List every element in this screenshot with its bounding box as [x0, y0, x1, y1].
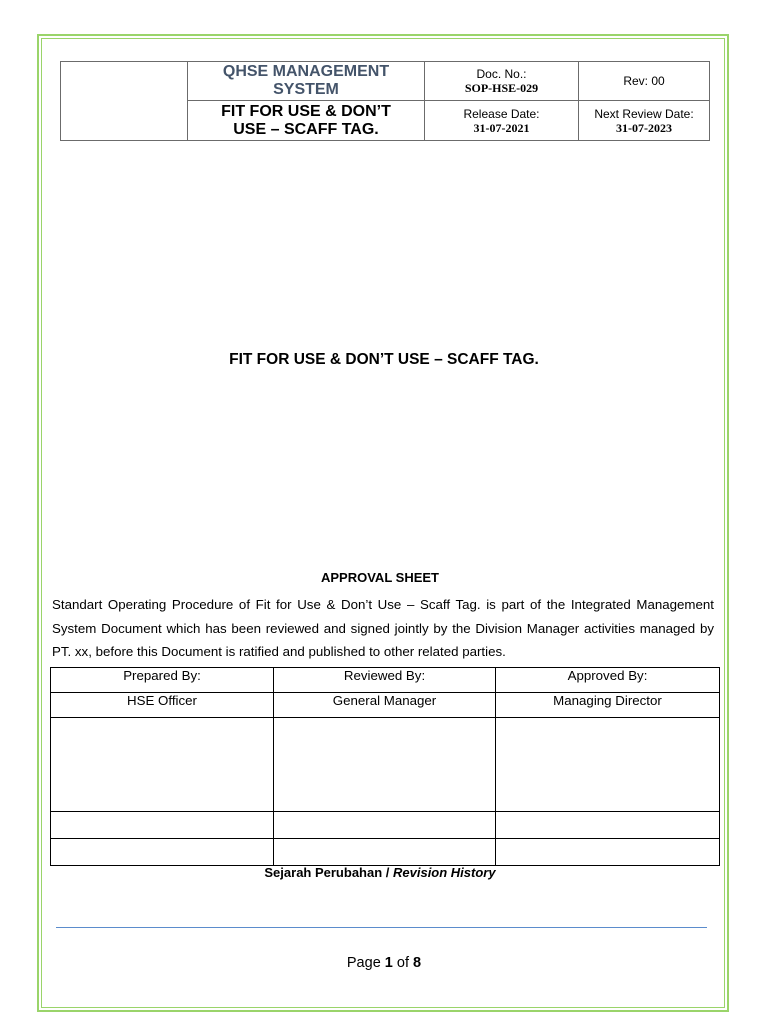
revision-history-label — [0, 865, 760, 880]
prepared-by-header: Prepared By: — [51, 668, 274, 693]
footer-divider — [56, 927, 707, 928]
reviewed-by-date — [274, 839, 496, 866]
revision-history-local: Sejarah Perubahan / — [264, 865, 393, 880]
rev-value: Rev: 00 — [623, 74, 665, 88]
document-header-table — [60, 61, 710, 141]
page-number — [0, 955, 768, 971]
next-review-cell — [579, 101, 710, 141]
release-date-label: Release Date: — [463, 106, 540, 121]
approval-paragraph: Standart Operating Procedure of Fit for Use & Don’t Use – Scaff Tag. is part of the Integrated Management System Document which has been reviewed and signed jointly by the Division Manager activities managed by PT. xx, before this Document is ratified and published to other related parties. — [52, 597, 714, 659]
prepared-by-signature — [51, 718, 274, 812]
approved-by-signature — [496, 718, 720, 812]
reviewed-by-header: Reviewed By: — [274, 668, 496, 693]
approved-by-header: Approved By: — [496, 668, 720, 693]
reviewed-by-signature — [274, 718, 496, 812]
approved-by-role: Managing Director — [496, 693, 720, 718]
release-date-cell — [425, 101, 579, 141]
doc-no-value: SOP-HSE-029 — [464, 81, 539, 95]
doc-title-line1: FIT FOR USE & DON’T — [221, 102, 391, 120]
reviewed-by-role: General Manager — [274, 693, 496, 718]
revision-history-english: Revision History — [393, 865, 496, 880]
doc-no-label: Doc. No.: — [476, 67, 527, 81]
release-date-value: 31-07-2021 — [473, 120, 530, 135]
doc-title-cell — [188, 101, 425, 141]
next-review-label: Next Review Date: — [594, 106, 694, 121]
approval-signature-table — [50, 667, 720, 866]
page-total: 8 — [413, 955, 422, 971]
page-current: 1 — [384, 955, 393, 971]
prepared-by-role: HSE Officer — [51, 693, 274, 718]
system-name-line1: QHSE MANAGEMENT — [222, 63, 390, 80]
reviewed-by-name — [274, 812, 496, 839]
doc-title-line2: USE – SCAFF TAG. — [233, 120, 379, 138]
page-prefix: Page — [346, 955, 385, 971]
main-title: FIT FOR USE & DON’T USE – SCAFF TAG. — [229, 351, 539, 368]
logo-cell — [61, 62, 188, 141]
doc-no-cell — [425, 62, 579, 101]
system-name-cell — [188, 62, 425, 101]
system-name-line2: SYSTEM — [273, 81, 339, 98]
prepared-by-date — [51, 839, 274, 866]
approved-by-date — [496, 839, 720, 866]
approval-sheet-heading: APPROVAL SHEET — [321, 570, 439, 585]
rev-cell — [579, 62, 710, 101]
page-of: of — [392, 955, 414, 971]
next-review-value: 31-07-2023 — [616, 120, 672, 135]
prepared-by-name — [51, 812, 274, 839]
approved-by-name — [496, 812, 720, 839]
